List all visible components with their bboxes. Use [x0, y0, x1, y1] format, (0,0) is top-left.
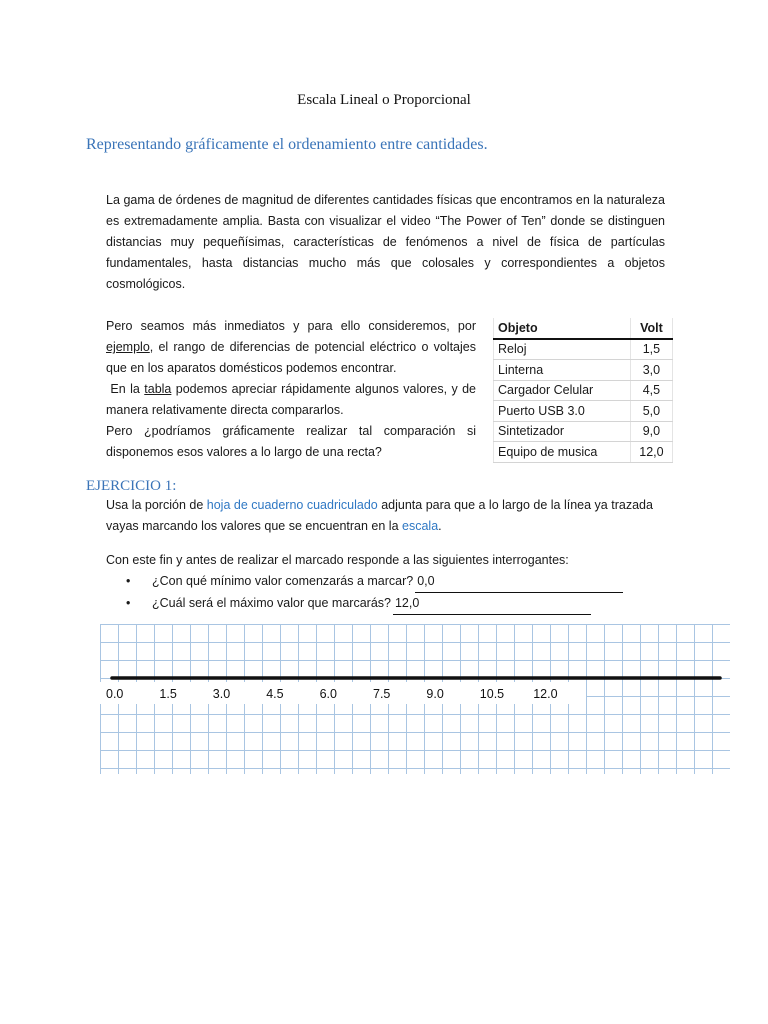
- graph-paper: [100, 624, 730, 779]
- table-row: [494, 401, 673, 422]
- number-line-label: 9.0: [426, 687, 444, 701]
- table-cell-object: Cargador Celular: [494, 380, 631, 401]
- paragraph-question: Pero ¿podríamos gráficamente realizar tal comparación si disponemos esos valores a lo largo de una recta?: [106, 424, 476, 459]
- question-text: ¿Con qué mínimo valor comenzarás a marcar?: [152, 574, 414, 588]
- voltage-table-wrapper: [493, 318, 673, 463]
- link-tabla[interactable]: tabla: [144, 382, 172, 396]
- question-text: ¿Cuál será el máximo valor que marcarás?: [152, 596, 391, 610]
- answer-field-max[interactable]: 12,0: [393, 593, 591, 615]
- intro-text: La gama de órdenes de magnitud de diferentes cantidades físicas que encontramos en la naturaleza es extremadamente amplia. Basta con visualizar el video “The Power of Ten” donde se distinguen distancias muy pequeñísimas, características de fenómenos a nivel de física de partículas fundamentales, hasta distancias mucho más que colosales y correspondientes a objetos cosmológicos.: [106, 193, 665, 291]
- table-row: [494, 360, 673, 381]
- number-line-label: 12.0: [533, 687, 558, 701]
- table-cell-volt: 12,0: [630, 442, 672, 463]
- question-item: [126, 571, 666, 593]
- paragraph-table: En la tabla podemos apreciar rápidamente algunos valores, y de manera relativamente directa compararlos.: [106, 382, 477, 417]
- number-line-label: 0.0: [106, 687, 124, 701]
- paragraph-example: Pero seamos más inmediatos y para ello consideremos, por ejemplo, el rango de diferencias de potencial eléctrico o voltajes que en los aparatos domésticos podemos encontrar.: [106, 319, 476, 375]
- bullet: •: [126, 574, 131, 588]
- document-title: Escala Lineal o Proporcional: [297, 92, 471, 108]
- table-cell-volt: 1,5: [630, 339, 672, 360]
- voltage-table: [493, 318, 673, 463]
- table-cell-volt: 9,0: [630, 421, 672, 442]
- link-escala[interactable]: escala: [402, 519, 439, 533]
- table-row: [494, 442, 673, 463]
- table-cell-object: Puerto USB 3.0: [494, 401, 631, 422]
- number-line-label: 6.0: [319, 687, 337, 701]
- exercise-prompt: Con este fin y antes de realizar el marcado responde a las siguientes interrogantes:: [106, 553, 569, 567]
- table-row: [494, 380, 673, 401]
- intro-paragraph: [106, 190, 665, 295]
- section-heading: Representando gráficamente el ordenamiento entre cantidades.: [86, 136, 488, 153]
- exercise-text: Usa la porción de hoja de cuaderno cuadriculado adjunta para que a lo largo de la línea ya trazada vayas marcando los valores que se encuentran en la escala.: [106, 498, 653, 533]
- link-ejemplo[interactable]: ejemplo: [106, 340, 150, 354]
- link-hoja-cuadriculado[interactable]: hoja de cuaderno cuadriculado: [206, 498, 378, 512]
- number-line-label: 7.5: [373, 687, 391, 701]
- table-row: [494, 421, 673, 442]
- exercise-questions: [106, 550, 666, 615]
- table-cell-object: Equipo de musica: [494, 442, 631, 463]
- graph-paper-grid[interactable]: [100, 624, 730, 774]
- voltage-paragraphs: [106, 316, 476, 463]
- table-row: [494, 339, 673, 360]
- number-line-label: 3.0: [212, 687, 231, 701]
- table-cell-object: Linterna: [494, 360, 631, 381]
- number-line-label: 10.5: [479, 687, 505, 701]
- number-line-label: 1.5: [159, 687, 177, 701]
- table-header-object: Objeto: [494, 318, 631, 339]
- bullet: •: [126, 596, 131, 610]
- table-cell-volt: 4,5: [630, 380, 672, 401]
- table-cell-volt: 5,0: [630, 401, 672, 422]
- question-item: [126, 593, 666, 615]
- table-header-volt: Volt: [630, 318, 672, 339]
- exercise-instructions: [106, 495, 665, 537]
- table-cell-volt: 3,0: [630, 360, 672, 381]
- number-line-label: 4.5: [266, 687, 284, 701]
- answer-field-min[interactable]: 0,0: [415, 571, 623, 593]
- table-cell-object: Reloj: [494, 339, 631, 360]
- table-cell-object: Sintetizador: [494, 421, 631, 442]
- table-header-row: [494, 318, 673, 339]
- exercise-heading: EJERCICIO 1:: [86, 478, 177, 494]
